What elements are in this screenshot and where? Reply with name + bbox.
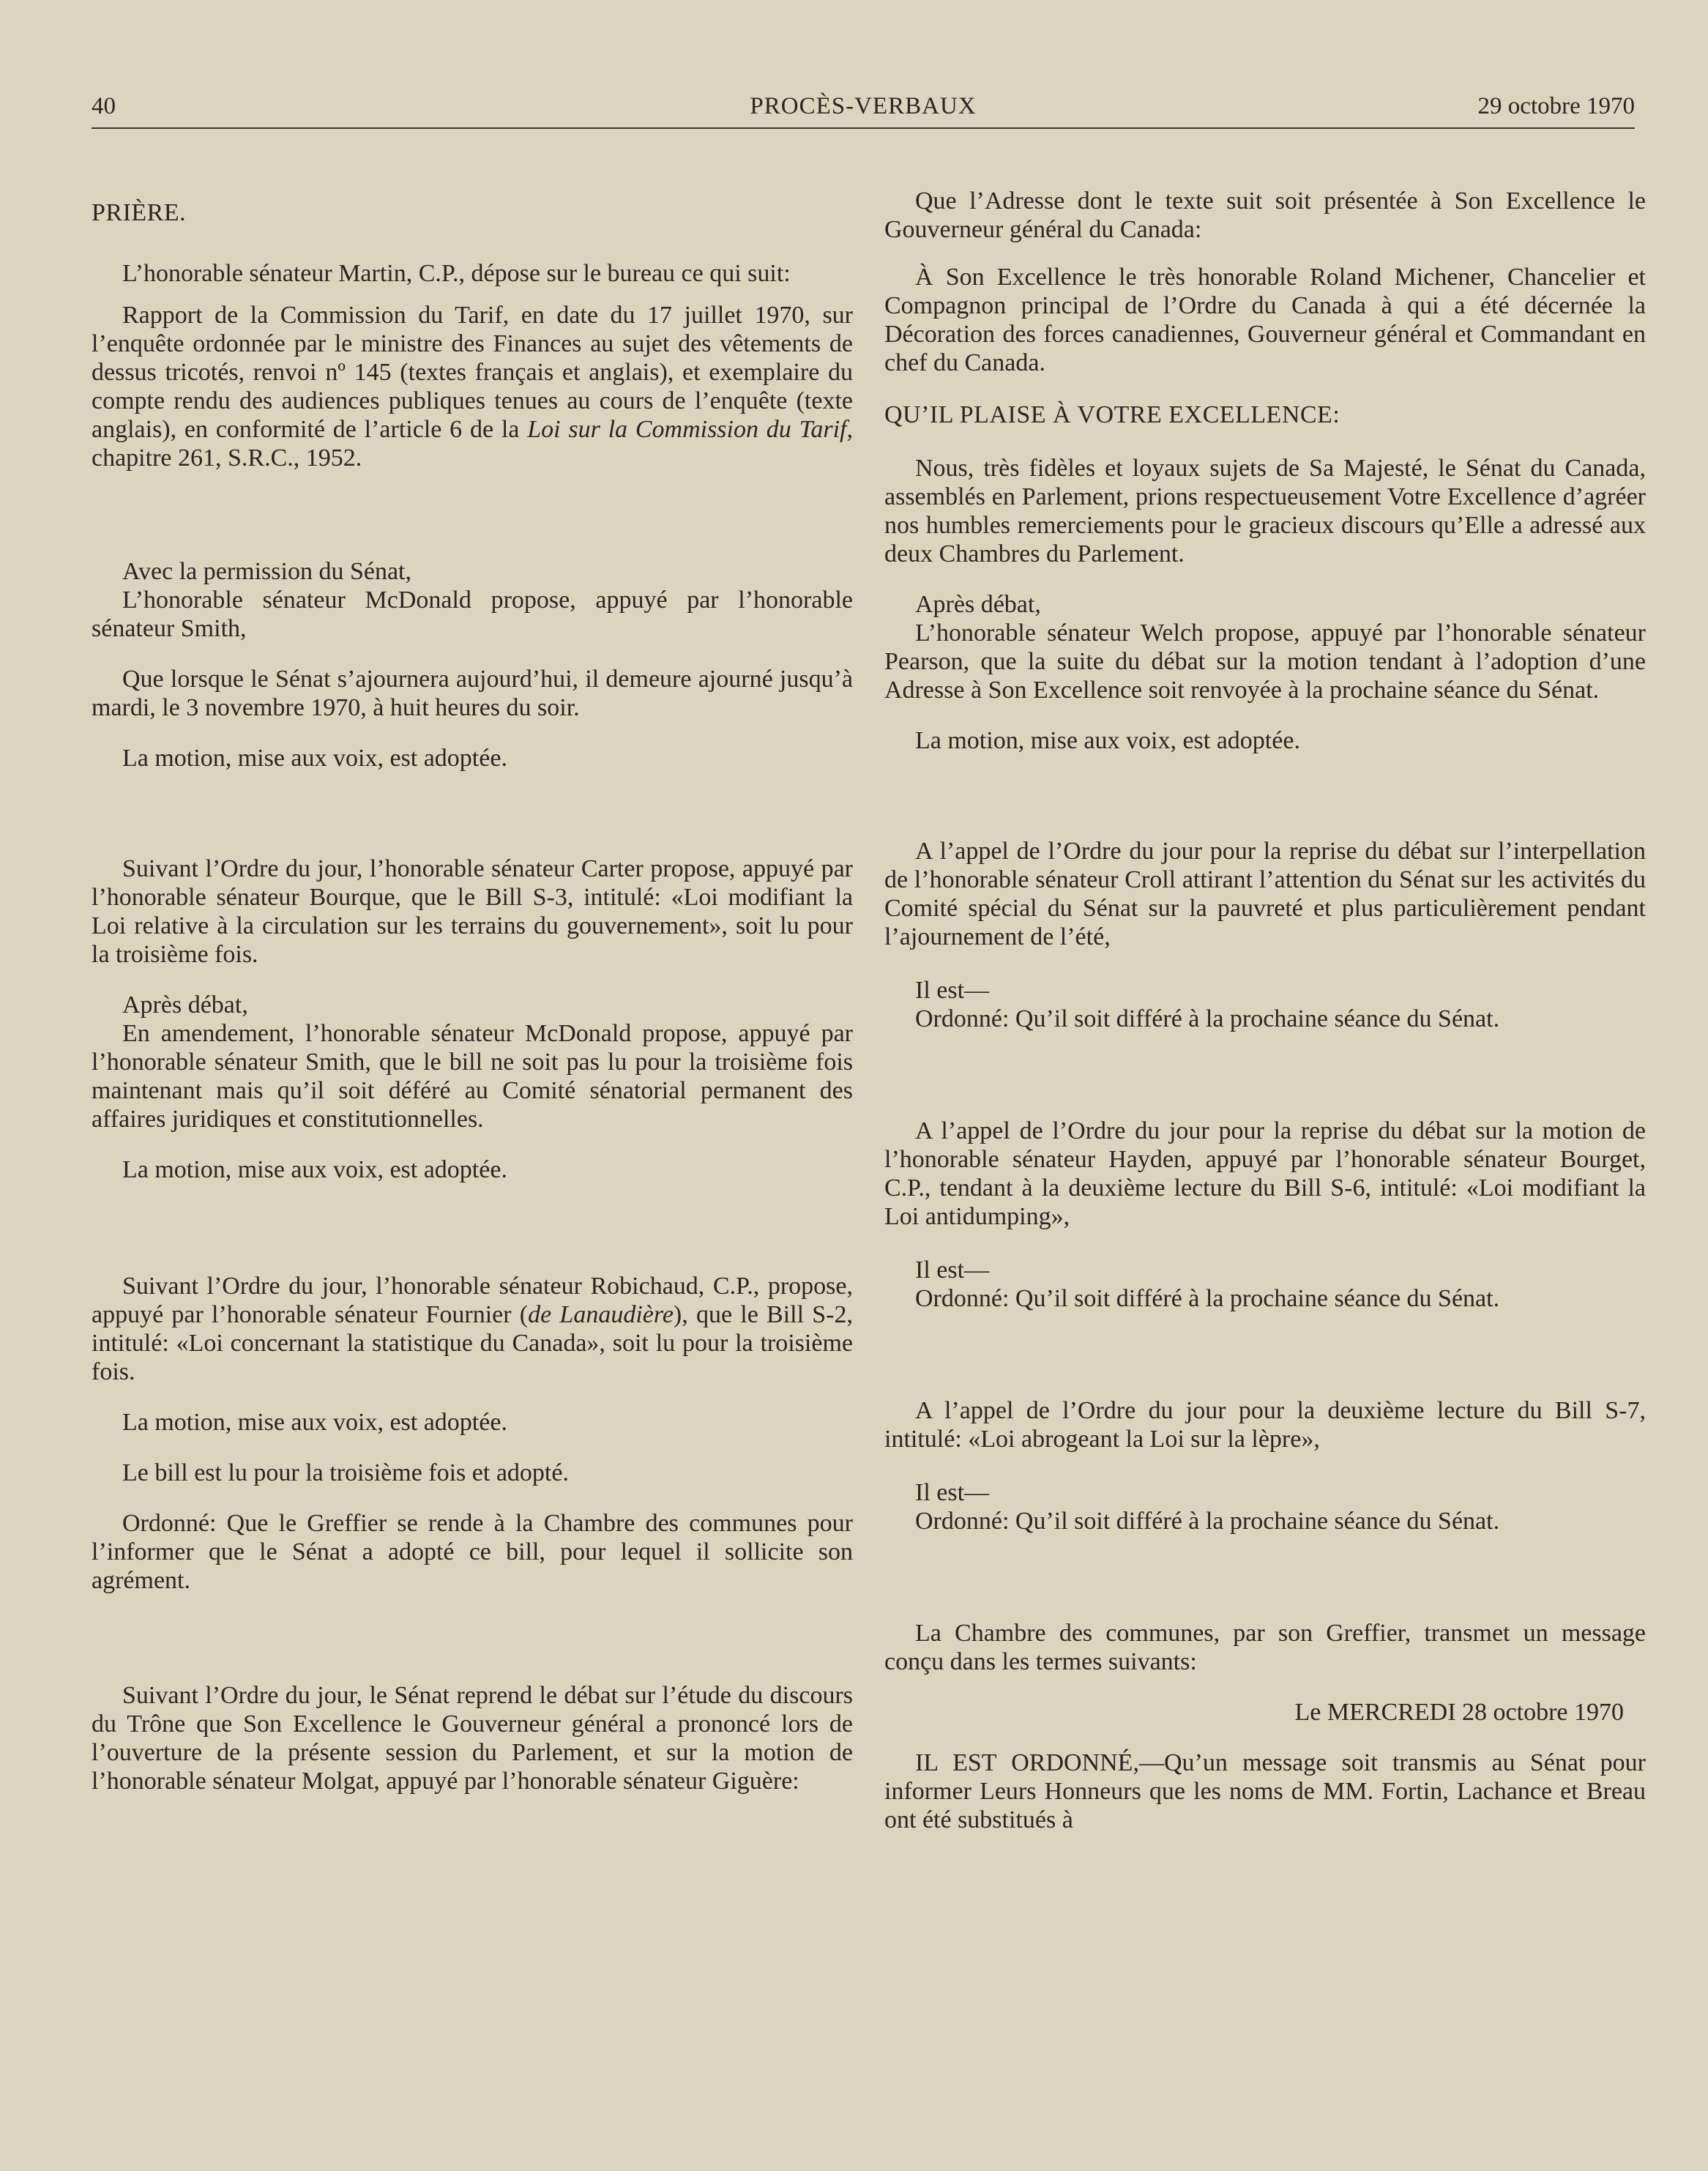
rapport-paragraph (92, 301, 853, 472)
fideles-paragraph: Nous, très fidèles et loyaux sujets de Sa Majesté, le Sénat du Canada, assemblés en Parlement, prions respectueusement Votre Excellence d’agréer nos humbles remerciements pour le gracieux discours qu’Elle a adressé aux deux Chambres du Parlement. (884, 455, 1646, 567)
ordonne-3: Ordonné: Qu’il soit différé à la prochaine séance du Sénat. (915, 1508, 1500, 1535)
right-column (884, 187, 1646, 1834)
rapport-text-2: chapitre 261, S.R.C., 1952. (92, 444, 362, 472)
chambre-message-intro: La Chambre des communes, par son Greffier, transmet un message conçu dans les termes suivants: (884, 1620, 1646, 1675)
motion-adoptee-1: La motion, mise aux voix, est adoptée. (122, 745, 507, 772)
header-date: 29 octobre 1970 (1477, 93, 1635, 119)
rapport-law-title: Loi sur la Commission du Tarif, (527, 416, 853, 443)
ordonne-1: Ordonné: Qu’il soit différé à la prochaine séance du Sénat. (915, 1005, 1500, 1032)
carter-paragraph: Suivant l’Ordre du jour, l’honorable sénateur Carter propose, appuyé par l’honorable sénateur Bourque, que le Bill S-3, intitulé: «Loi modifiant la Loi relative à la circulation sur les terrains du gouvernement», soit lu pour la troisième fois. (92, 855, 853, 968)
hayden-paragraph: A l’appel de l’Ordre du jour pour la reprise du débat sur la motion de l’honorable sénateur Hayden, appuyé par l’honorable sénateur Bourget, C.P., tendant à la deuxième lecture du Bill S-6, intitulé: «Loi modifiant la Loi antidumping», (884, 1117, 1646, 1230)
robichaud-paragraph (92, 1272, 853, 1386)
apres-debat-left: Après débat, (122, 991, 248, 1019)
robichaud-text-1: Suivant l’Ordre du jour, l’honorable sénateur Robichaud, C.P., propose, appuyé par l’honorable sénateur Fournier ( (92, 1273, 853, 1328)
greffier-ordre: Ordonné: Que le Greffier se rende à la Chambre des communes pour l’informer que le Sénat a adopté ce bill, pour lequel il sollicite son agrément. (92, 1510, 853, 1594)
amendement-paragraph: En amendement, l’honorable sénateur McDonald propose, appuyé par l’honorable sénateur Smith, que le bill ne soit pas lu pour la troisième fois maintenant mais qu’il soit déféré au Comité sénatorial permanent des affaires juridiques et constitutionnelles. (92, 1020, 853, 1133)
page-header (92, 86, 1635, 129)
apres-debat-right: Après débat, (915, 591, 1041, 618)
page-number: 40 (92, 93, 116, 119)
robichaud-riding: de Lanaudière (528, 1301, 674, 1328)
bill-adopte: Le bill est lu pour la troisième fois et adopté. (122, 1459, 569, 1486)
mcdonald-propose: L’honorable sénateur McDonald propose, appuyé par l’honorable sénateur Smith, (92, 586, 853, 642)
il-est-2: Il est— (915, 1256, 990, 1284)
michener-address: À Son Excellence le très honorable Roland Michener, Chancelier et Compagnon principal de l’Ordre du Canada à qui a été décernée la Décoration des forces canadiennes, Gouverneur général et Commandant en chef du Canada. (884, 264, 1646, 376)
motion-adoptee-3: La motion, mise aux voix, est adoptée. (122, 1409, 507, 1436)
ordonne-2: Ordonné: Qu’il soit différé à la prochaine séance du Sénat. (915, 1285, 1500, 1312)
left-column (92, 187, 853, 1795)
message-date: Le MERCREDI 28 octobre 1970 (1294, 1699, 1624, 1726)
motion-adoptee-2: La motion, mise aux voix, est adoptée. (122, 1156, 507, 1183)
martin-intro: L’honorable sénateur Martin, C.P., dépose sur le bureau ce qui suit: (122, 260, 791, 287)
robichaud-text-2: ), que le Bill S-2, intitulé: «Loi concernant la statistique du Canada», soit lu pour la troisième fois. (92, 1301, 853, 1385)
il-est-3: Il est— (915, 1479, 990, 1506)
permission-line: Avec la permission du Sénat, (122, 558, 412, 585)
plaise-heading: QU’IL PLAISE À VOTRE EXCELLENCE: (884, 401, 1340, 428)
message-ordonne: IL EST ORDONNÉ,—Qu’un message soit transmis au Sénat pour informer Leurs Honneurs que les noms de MM. Fortin, Lachance et Breau ont été substitués à (884, 1749, 1646, 1833)
ajournement-paragraph: Que lorsque le Sénat s’ajournera aujourd’hui, il demeure ajourné jusqu’à mardi, le 3 novembre 1970, à huit heures du soir. (92, 666, 853, 721)
running-title: PROCÈS-VERBAUX (750, 93, 977, 119)
adresse-paragraph: Que l’Adresse dont le texte suit soit présentée à Son Excellence le Gouverneur général du Canada: (884, 187, 1646, 243)
rapport-text-1: Rapport de la Commission du Tarif, en date du 17 juillet 1970, sur l’enquête ordonnée par le ministre des Finances au sujet des vêtements de dessus tricotés, renvoi nº 145 (textes français et anglais), et exemplaire du compte rendu des audiences publiques tenues au cours de l’enquête (texte anglais), en conformité de l’article 6 de la (92, 302, 853, 443)
priere-heading: PRIÈRE. (92, 199, 187, 226)
croll-paragraph: A l’appel de l’Ordre du jour pour la reprise du débat sur l’interpellation de l’honorable sénateur Croll attirant l’attention du Sénat sur les activités du Comité spécial du Sénat sur la pauvreté et plus particulièrement pendant l’ajournement de l’été, (884, 838, 1646, 950)
trone-paragraph: Suivant l’Ordre du jour, le Sénat reprend le débat sur l’étude du discours du Trône que Son Excellence le Gouverneur général a prononcé lors de l’ouverture de la présente session du Parlement, et sur la motion de l’honorable sénateur Molgat, appuyé par l’honorable sénateur Giguère: (92, 1682, 853, 1795)
bill-s7-paragraph: A l’appel de l’Ordre du jour pour la deuxième lecture du Bill S-7, intitulé: «Loi abrogeant la Loi sur la lèpre», (884, 1397, 1646, 1453)
motion-adoptee-right: La motion, mise aux voix, est adoptée. (915, 727, 1300, 754)
welch-paragraph: L’honorable sénateur Welch propose, appuyé par l’honorable sénateur Pearson, que la suite du débat sur la motion tendant à l’adoption d’une Adresse à Son Excellence soit renvoyée à la prochaine séance du Sénat. (884, 619, 1646, 704)
il-est-1: Il est— (915, 977, 990, 1004)
